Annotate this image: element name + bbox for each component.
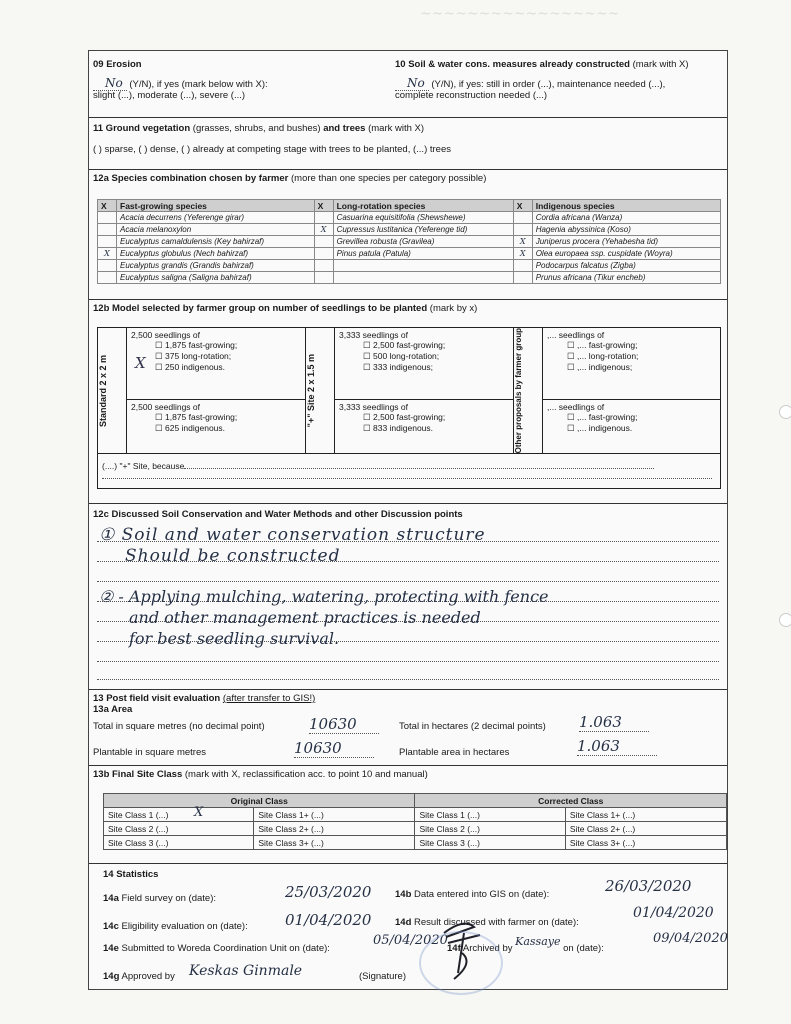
section-11-title: 11 Ground vegetation	[93, 123, 191, 134]
stat-code: 14c	[103, 921, 119, 932]
fast-growing-header: Fast-growing species	[117, 200, 315, 212]
eligibility-date[interactable]: 01/04/2020	[285, 911, 372, 929]
species-name	[333, 272, 513, 284]
option-heading: 2,500 seedlings of	[131, 330, 200, 340]
option-line: 2,500 fast-growing;	[372, 411, 446, 422]
section-13-note: (after transfer to GIS!)	[222, 693, 316, 704]
site-class-mark: X	[194, 805, 204, 820]
option-line: ,... indigenous;	[576, 362, 633, 372]
option-line: 2,500 fast-growing;	[372, 340, 446, 350]
option-heading: ,... seedlings of	[547, 401, 605, 412]
species-mark[interactable]	[314, 260, 333, 272]
site-class-option[interactable]: Site Class 2+ (...)	[565, 822, 726, 836]
species-name: Eucalyptus saligna (Saligna bahirzaf)	[117, 272, 315, 284]
site-class-title-note: (mark with X, reclassification acc. to point 10 and manual)	[182, 769, 428, 780]
discussion-note-line: ① Soil and water conservation structure	[99, 525, 486, 545]
plantable-ha-value[interactable]: 1.063	[577, 737, 657, 756]
seedling-model-table	[97, 327, 721, 489]
section-11-title-trees: and trees	[323, 123, 366, 134]
discussion-note-line: ② - Applying mulching, watering, protecting with fence	[99, 587, 549, 606]
swc-yn-handwritten[interactable]: No	[395, 76, 429, 91]
species-name: Acacia melanoxylon	[117, 224, 315, 236]
species-mark[interactable]	[513, 272, 532, 284]
signature-label: (Signature)	[359, 971, 406, 982]
plantable-ha-label: Plantable area in hectares	[399, 747, 510, 758]
field-survey-date[interactable]: 25/03/2020	[285, 883, 372, 901]
stat-label: Eligibility evaluation on (date):	[121, 921, 248, 932]
site-class-row	[104, 808, 727, 822]
species-x-header: X	[98, 200, 117, 212]
option-line: 333 indigenous;	[372, 362, 434, 372]
divider	[89, 299, 727, 300]
section-11-note-b: (mark with X)	[365, 123, 425, 134]
indigenous-header: Indigenous species	[532, 200, 720, 212]
stat-14b	[395, 877, 725, 900]
area-subtitle: 13a Area	[93, 704, 133, 715]
discussion-note-line: for best seedling survival.	[129, 629, 340, 648]
option-line: ,... long-rotation;	[576, 351, 639, 361]
total-ha-label: Total in hectares (2 decimal points)	[399, 721, 546, 732]
option-heading: 3,333 seedlings of	[339, 401, 408, 412]
total-ha-value[interactable]: 1.063	[579, 713, 649, 732]
plantable-sqm-value[interactable]: 10630	[294, 739, 374, 758]
site-class-option[interactable]: Site Class 2 (...)	[415, 822, 565, 836]
species-mark[interactable]	[513, 260, 532, 272]
bleed-through-header: ~~~~~~~~~~~~~~~~~	[420, 6, 620, 22]
section-12b-model	[89, 303, 727, 314]
species-name: Eucalyptus camaldulensis (Key bahirzaf)	[117, 236, 315, 248]
option-line: 375 long-rotation;	[164, 351, 232, 361]
archive-date[interactable]: 09/04/2020	[653, 931, 728, 946]
stat-label: Submitted to Woreda Coordination Unit on (date):	[121, 943, 330, 954]
site-class-title	[89, 769, 727, 780]
stat-code: 14a	[103, 893, 119, 904]
option-heading: 2,500 seedlings of	[131, 401, 200, 412]
plus-site-reason-label: (....) "+" Site, because	[102, 461, 185, 472]
species-mark[interactable]	[314, 272, 333, 284]
total-sqm-value[interactable]: 10630	[309, 715, 379, 734]
section-12b-note: (mark by x)	[427, 303, 478, 314]
species-name: Cordia africana (Wanza)	[532, 212, 720, 224]
species-mark[interactable]	[513, 224, 532, 236]
stat-code: 14e	[103, 943, 119, 954]
punch-hole-top	[779, 405, 791, 419]
swc-line2: complete reconstruction needed (...)	[395, 90, 548, 101]
species-mark[interactable]	[98, 236, 117, 248]
site-class-option[interactable]: Site Class 3+ (...)	[254, 836, 415, 850]
corrected-class-header: Corrected Class	[415, 794, 727, 808]
divider	[89, 503, 727, 504]
discussion-note-line: and other management practices is needed	[129, 608, 481, 627]
species-mark[interactable]: X	[513, 248, 532, 260]
site-class-option[interactable]: Site Class 3+ (...)	[565, 836, 726, 850]
species-name: Podocarpus falcatus (Zigba)	[532, 260, 720, 272]
erosion-line1: (Y/N), if yes (mark below with X):	[129, 79, 268, 90]
swc-line1: (Y/N), if yes: still in order (...), maintenance needed (...),	[431, 79, 666, 90]
erosion-line2: slight (...), moderate (...), severe (...)	[93, 90, 246, 101]
long-rotation-header: Long-rotation species	[333, 200, 513, 212]
stat-code: 14g	[103, 971, 120, 982]
archived-by-name[interactable]: Kassaye	[515, 935, 561, 948]
species-name: Casuarina equisitifolia (Shewshewe)	[333, 212, 513, 224]
species-row	[98, 236, 721, 248]
other-proposals-label: Other proposals by farmer group	[514, 328, 523, 454]
option-line: 1,875 fast-growing;	[164, 411, 238, 422]
option-heading: 3,333 seedlings of	[339, 330, 408, 340]
plus-site-option-1[interactable]: 3,333 seedlings of ☐ 2,500 fast-growing; ☐ 500 long-rotation; ☐ 333 indigenous;	[335, 328, 514, 400]
stat-14g	[89, 963, 727, 982]
standard-option-1[interactable]: 2,500 seedlings of ☐ 1,875 fast-growing; ☐ 375 long-rotation; ☐ 250 indigenous. X	[127, 328, 306, 400]
species-table	[97, 199, 721, 284]
species-mark[interactable]	[314, 212, 333, 224]
option-line: ,... fast-growing;	[576, 340, 638, 350]
site-class-option[interactable]: Site Class 3 (...)	[104, 836, 254, 850]
divider	[89, 117, 727, 118]
divider	[89, 765, 727, 766]
approver-name[interactable]: Keskas Ginmale	[189, 963, 303, 979]
section-11-note-a: (grasses, shrubs, and bushes)	[190, 123, 324, 134]
species-mark[interactable]	[513, 212, 532, 224]
stat-code: 14b	[395, 889, 412, 900]
official-stamp	[419, 931, 503, 995]
option-line: ,... fast-growing;	[576, 411, 638, 422]
species-mark[interactable]	[314, 236, 333, 248]
stat-code: 14f	[447, 943, 461, 954]
section-14-title: 14 Statistics	[103, 869, 159, 880]
gis-entry-date[interactable]: 26/03/2020	[605, 877, 692, 895]
discussion-notes-area[interactable]	[89, 525, 727, 685]
option-line: 1,875 fast-growing;	[164, 340, 238, 350]
species-x-header: X	[513, 200, 532, 212]
plus-site-reason-field[interactable]	[98, 454, 721, 489]
species-name	[333, 260, 513, 272]
plus-site-option-2[interactable]: 3,333 seedlings of ☐ 2,500 fast-growing; ☐ 833 indigenous.	[335, 399, 514, 454]
species-mark[interactable]: X	[98, 248, 117, 260]
stat-label: Field survey on (date):	[121, 893, 217, 904]
farmer-discussion-date[interactable]: 01/04/2020	[633, 905, 714, 921]
stat-label: Archived by	[462, 943, 513, 954]
standard-label: Standard 2 x 2 m	[98, 354, 108, 427]
site-class-option[interactable]	[104, 805, 254, 822]
species-name: Hagenia abyssinica (Koso)	[532, 224, 720, 236]
species-name: Eucalyptus globulus (Nech bahirzaf)	[117, 248, 315, 260]
site-class-row	[104, 822, 727, 836]
section-10-soil-water	[395, 59, 725, 101]
area-row-2	[89, 737, 727, 758]
punch-hole-bottom	[779, 613, 791, 627]
stat-code: 14d	[395, 917, 412, 928]
divider	[89, 689, 727, 690]
plantable-sqm-label: Plantable in square metres	[93, 747, 207, 758]
section-12a-note: (more than one species per category possible)	[288, 173, 487, 184]
divider	[89, 863, 727, 864]
standard-option-2[interactable]: 2,500 seedlings of ☐ 1,875 fast-growing; ☐ 625 indigenous.	[127, 399, 306, 454]
plus-site-label: "+" Site 2 x 1.5 m	[306, 354, 316, 428]
option-line: 250 indigenous.	[164, 362, 226, 372]
vegetation-options[interactable]: ( ) sparse, ( ) dense, ( ) already at competing stage with trees to be planted, (...) trees	[93, 144, 451, 155]
section-09-erosion	[93, 59, 393, 101]
species-mark[interactable]	[98, 224, 117, 236]
section-09-title: 09 Erosion	[93, 59, 142, 70]
species-name: Olea europaea ssp. cuspidate (Woyra)	[532, 248, 720, 260]
option-line: 625 indigenous.	[164, 422, 226, 433]
site-class-option[interactable]: Site Class 3 (...)	[415, 836, 565, 850]
stat-label: Result discussed with farmer on (date):	[414, 917, 579, 928]
section-13-title: 13 Post field visit evaluation	[93, 693, 221, 704]
stat-label: on (date):	[563, 943, 604, 954]
section-12a-species	[89, 173, 727, 184]
species-mark[interactable]: X	[513, 236, 532, 248]
species-name: Pinus patula (Patula)	[333, 248, 513, 260]
site-class-option[interactable]: Site Class 1+ (...)	[254, 808, 415, 822]
site-class-option[interactable]: Site Class 2 (...)	[104, 822, 254, 836]
option-heading: ,... seedlings of	[547, 330, 605, 340]
site-class-table	[103, 793, 727, 850]
stat-label: Approved by	[121, 971, 175, 982]
section-10-note: (mark with X)	[629, 59, 689, 70]
species-row	[98, 212, 721, 224]
option-line: 833 indigenous.	[372, 422, 434, 433]
section-11-ground-vegetation	[89, 123, 727, 155]
site-class-title-bold: 13b Final Site Class	[93, 769, 183, 780]
other-option-1[interactable]: ,... seedlings of ☐ ,... fast-growing; ☐ ,... long-rotation; ☐ ,... indigenous;	[543, 328, 721, 400]
species-x-header: X	[314, 200, 333, 212]
option-line: ,... indigenous.	[576, 422, 633, 433]
discussion-note-line: Should be constructed	[125, 546, 341, 566]
divider	[89, 169, 727, 170]
species-name: Cupressus lustitanica (Yeferenge tid)	[333, 224, 513, 236]
species-mark[interactable]	[98, 260, 117, 272]
section-12c-title: 12c Discussed Soil Conservation and Water Methods and other Discussion points	[93, 509, 463, 520]
species-name: Juniperus procera (Yehabesha tid)	[532, 236, 720, 248]
species-row	[98, 260, 721, 272]
site-class-option[interactable]: Site Class 2+ (...)	[254, 822, 415, 836]
species-row	[98, 224, 721, 236]
original-class-header: Original Class	[104, 794, 415, 808]
site-class-option[interactable]: Site Class 1+ (...)	[565, 808, 726, 822]
site-class-label: Site Class 1 (...)	[108, 809, 169, 820]
species-mark[interactable]	[314, 248, 333, 260]
site-class-option[interactable]: Site Class 1 (...)	[415, 808, 565, 822]
erosion-yn-handwritten[interactable]: No	[93, 76, 127, 91]
option-line: 500 long-rotation;	[372, 351, 440, 361]
species-mark[interactable]	[98, 272, 117, 284]
form-page	[88, 50, 728, 990]
total-sqm-label: Total in square metres (no decimal point)	[93, 721, 265, 732]
stat-label: Data entered into GIS on (date):	[414, 889, 550, 900]
woreda-submission-date[interactable]: 05/04/2020	[373, 933, 448, 948]
species-name: Acacia decurrens (Yeferenge girar)	[117, 212, 315, 224]
species-row	[98, 248, 721, 260]
site-class-row	[104, 836, 727, 850]
species-name: Eucalyptus grandis (Grandis bahirzaf)	[117, 260, 315, 272]
standard-option-mark: X	[135, 354, 146, 372]
species-mark[interactable]: X	[314, 224, 333, 236]
species-row	[98, 272, 721, 284]
section-12b-title: 12b Model selected by farmer group on number of seedlings to be planted	[93, 303, 428, 314]
other-option-2[interactable]: ,... seedlings of ☐ ,... fast-growing; ☐ ,... indigenous.	[543, 399, 721, 454]
section-12a-title: 12a Species combination chosen by farmer	[93, 173, 289, 184]
area-row-1	[89, 713, 727, 733]
section-10-title: 10 Soil & water cons. measures already constructed	[395, 59, 630, 70]
species-name: Grevillea robusta (Gravilea)	[333, 236, 513, 248]
species-mark[interactable]	[98, 212, 117, 224]
section-13-evaluation	[89, 693, 727, 715]
species-name: Prunus africana (Tikur encheb)	[532, 272, 720, 284]
